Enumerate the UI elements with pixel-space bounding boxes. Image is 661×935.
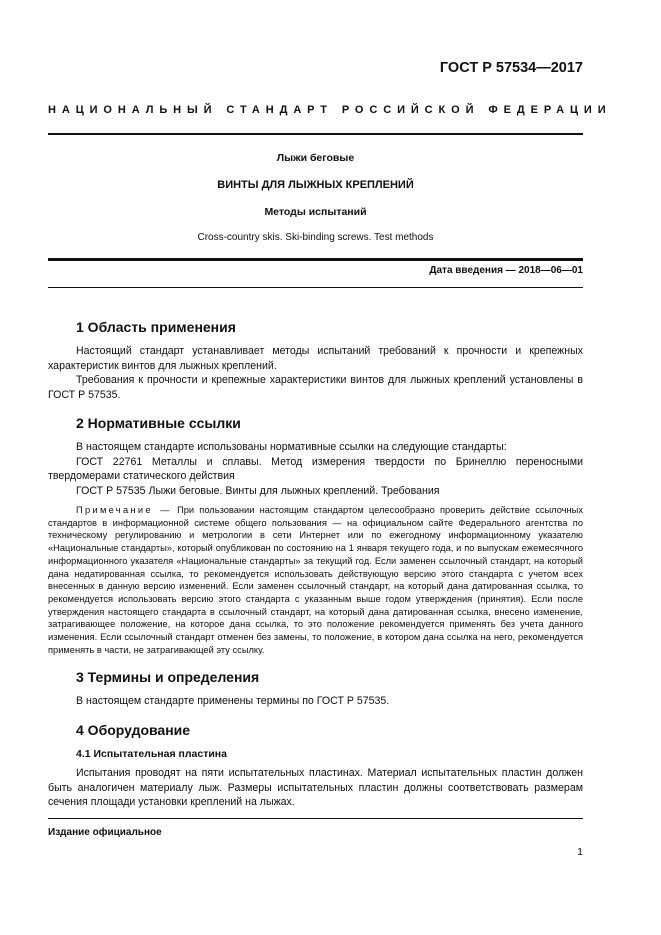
title-line-1: Лыжи беговые	[276, 152, 355, 164]
section-1-heading: 1 Область применения	[76, 319, 236, 335]
section-3-heading: 3 Термины и определения	[76, 669, 260, 686]
section-2-heading: 2 Нормативные ссылки	[76, 415, 241, 431]
section-2-reference-2: ГОСТ Р 57535 Лыжи беговые. Винты для лыжных креплений. Требования	[76, 484, 440, 497]
subsection-4-1-paragraph-1: Испытания проводят на пяти испытательных пластинах. Материал испытательных пластин должен быть аналогичен материалу лыж. Размеры испытательных пластин должны соответствовать размерам сечения площади установки креплений на лыжах.	[48, 767, 583, 809]
national-standard-banner: НАЦИОНАЛЬНЫЙ СТАНДАРТ РОССИЙСКОЙ ФЕДЕРАЦИИ	[48, 104, 612, 116]
title-line-3: Методы испытаний	[264, 206, 367, 218]
section-1-paragraph-2: Требования к прочности и крепежные характеристики винтов для лыжных креплений установлены в ГОСТ Р 57535.	[48, 374, 583, 401]
section-1-paragraph-1: Настоящий стандарт устанавливает методы испытаний требований к прочности и крепежных характеристик винтов для лыжных креплений.	[48, 345, 583, 372]
standard-number: ГОСТ Р 57534—2017	[439, 60, 583, 76]
edition-label: Издание официальное	[48, 827, 162, 838]
section-2-paragraph-1: В настоящем стандарте использованы нормативные ссылки на следующие стандарты:	[76, 441, 507, 453]
document-body	[48, 318, 583, 810]
section-2-reference-1: ГОСТ 22761 Металлы и сплавы. Метод измерения твердости по Бринеллю переносными твердомерами статического действия	[48, 455, 583, 482]
section-4-heading: 4 Оборудование	[76, 721, 191, 738]
date-rule	[48, 287, 583, 288]
note-label: Примечание —	[76, 505, 172, 515]
title-english: Cross-country skis. Ski-binding screws. Test methods	[197, 232, 434, 243]
page-number: 1	[577, 846, 583, 858]
section-3-paragraph-1: В настоящем стандарте применены термины по ГОСТ Р 57535.	[76, 695, 390, 708]
section-2-note: Примечание — При пользовании настоящим стандартом целесообразно проверить действие ссылочных стандартов в информационной системе общего пользования — на официальном сайте Федерального агентства по техническому регулированию и метрологии в сети Интернет или по ежегодному информационному указателю «Национальные стандарты», который опубликован по состоянию на 1 января текущего года, и по выпускам ежемесячного информационного указателя «Национальные стандарты» за текущий год. Если заменен ссылочный стандарт, на который дана недатированная ссылка, то рекомендуется использовать действующую версию этого стандарта с учетом всех внесенных в данную версию изменений. Если заменен ссылочный стандарт, на который дана датированная ссылка, то рекомендуется использовать версию этого стандарта с указанным выше годом утверждения (принятия). Если после утверждения настоящего стандарта в ссылочный стандарт, на который дана датированная ссылка, внесено изменение, затрагивающее положение, на которое дана ссылка, то это положение рекомендуется применять без учета данного изменения. Если ссылочный стандарт отменен без замены, то положение, в котором дана ссылка на него, рекомендуется применять в части, не затрагивающей эту ссылку.	[48, 505, 583, 655]
title-line-2: ВИНТЫ ДЛЯ ЛЫЖНЫХ КРЕПЛЕНИЙ	[217, 179, 414, 191]
intro-date: Дата введения — 2018—06—01	[429, 265, 583, 276]
title-rule	[48, 258, 583, 261]
footer-rule	[48, 818, 583, 819]
subsection-4-1-heading: 4.1 Испытательная пластина	[76, 747, 227, 760]
header-rule	[48, 133, 583, 135]
